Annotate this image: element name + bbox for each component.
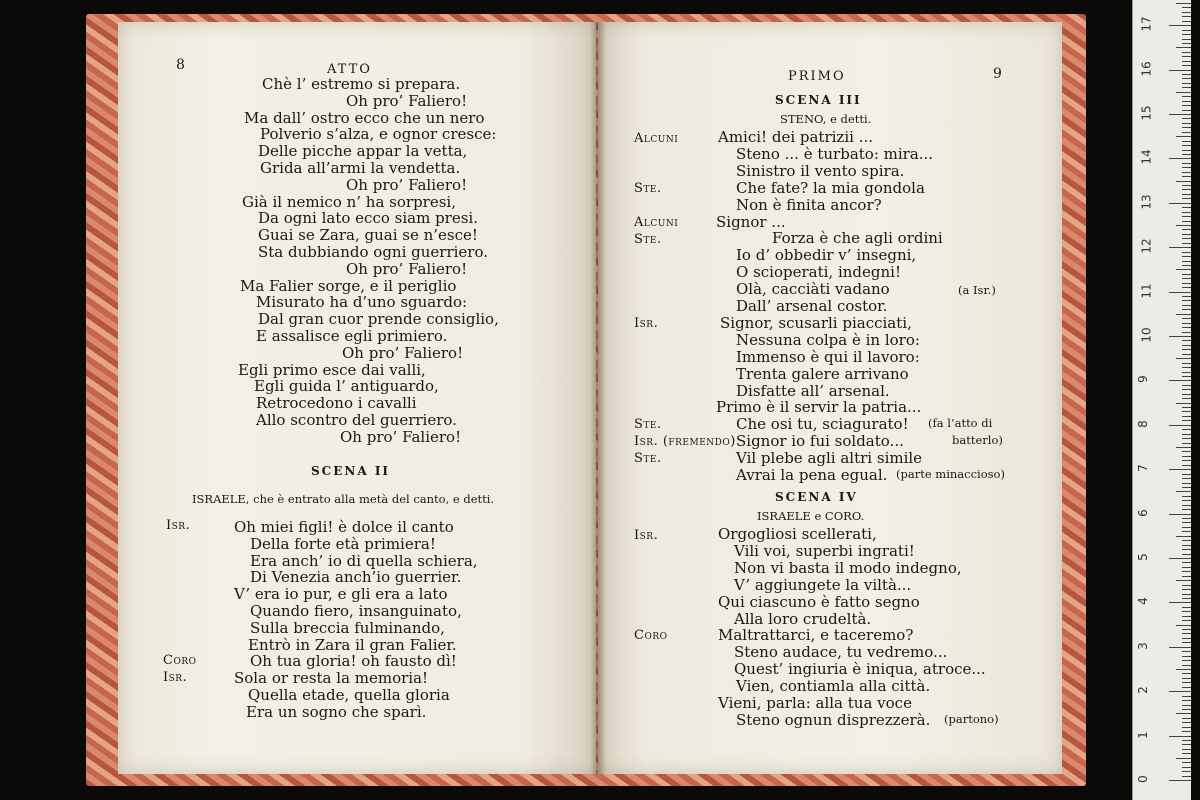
speaker-label: Ste. <box>634 232 662 247</box>
verse-line: Sola or resta la memoria! <box>234 669 429 688</box>
ruler-tick <box>1182 110 1191 111</box>
verse-line: Guai se Zara, guai se n’esce! <box>258 226 478 245</box>
verse-line: Oh pro’ Faliero! <box>340 427 462 446</box>
ruler-tick <box>1182 771 1191 772</box>
ruler-tick <box>1176 491 1191 492</box>
ruler-number: 0 <box>1135 775 1150 783</box>
ruler-tick <box>1169 691 1191 692</box>
verse-line: Non vi basta il modo indegno, <box>734 558 962 577</box>
stage-note: (a Isr.) <box>958 283 996 297</box>
ruler-tick <box>1182 87 1191 88</box>
verse-line: Signor ... <box>716 212 786 231</box>
running-head-left: ATTO <box>327 62 372 77</box>
ruler-tick <box>1182 611 1191 612</box>
ruler-number: 11 <box>1139 282 1154 299</box>
ruler-tick <box>1182 576 1191 577</box>
verse-line: Olà, cacciàti vadano <box>736 280 890 299</box>
ruler-tick <box>1182 665 1191 666</box>
speaker-label: Isr. (fremendo) <box>634 434 736 449</box>
ruler-tick <box>1182 221 1191 222</box>
ruler-tick <box>1182 496 1191 497</box>
verse-line: Da ogni lato ecco siam presi. <box>258 209 478 228</box>
ruler-tick <box>1182 487 1191 488</box>
ruler-tick <box>1182 620 1191 621</box>
ruler-tick <box>1169 25 1191 26</box>
speaker-label: Ste. <box>634 417 662 432</box>
ruler-tick <box>1176 225 1191 226</box>
ruler-tick <box>1182 256 1191 257</box>
ruler-tick <box>1169 469 1191 470</box>
ruler-tick <box>1182 531 1191 532</box>
ruler-tick <box>1182 340 1191 341</box>
ruler-tick <box>1182 252 1191 253</box>
verse-line: Steno audace, tu vedremo... <box>734 643 948 662</box>
ruler-tick <box>1182 21 1191 22</box>
ruler-tick <box>1182 118 1191 119</box>
ruler-tick <box>1182 305 1191 306</box>
measuring-ruler <box>1132 0 1191 800</box>
ruler-tick <box>1182 154 1191 155</box>
ruler-tick <box>1182 229 1191 230</box>
verse-line: Amici! dei patrizii ... <box>718 128 874 146</box>
stage-note: (partono) <box>944 712 999 726</box>
ruler-tick <box>1169 292 1191 293</box>
scene-iii-stage-direction: STENO, e detti. <box>780 112 872 126</box>
ruler-tick <box>1182 709 1191 710</box>
ruler-tick <box>1182 52 1191 53</box>
ruler-tick <box>1169 336 1191 337</box>
verse-line: Vil plebe agli altri simile <box>736 449 923 468</box>
ruler-tick <box>1182 61 1191 62</box>
ruler-tick <box>1182 278 1191 279</box>
scene-iv-stage-direction: ISRAELE e CORO. <box>757 509 865 523</box>
verse-line: Nessuna colpa è in loro: <box>736 330 920 349</box>
ruler-tick <box>1169 602 1191 603</box>
ruler-tick <box>1182 83 1191 84</box>
verse-line: Sulla breccia fulminando, <box>250 618 445 637</box>
ruler-tick <box>1182 616 1191 617</box>
ruler-tick <box>1176 403 1191 404</box>
ruler-tick <box>1182 34 1191 35</box>
ruler-tick <box>1182 287 1191 288</box>
ruler-tick <box>1182 678 1191 679</box>
ruler-tick <box>1182 753 1191 754</box>
ruler-tick <box>1182 12 1191 13</box>
ruler-tick <box>1182 451 1191 452</box>
ruler-tick <box>1182 727 1191 728</box>
verse-line: Oh tua gloria! oh fausto dì! <box>250 652 457 671</box>
ruler-tick <box>1182 234 1191 235</box>
ruler-tick <box>1182 345 1191 346</box>
ruler-tick <box>1182 327 1191 328</box>
ruler-tick <box>1182 145 1191 146</box>
verse-line: Signor io fui soldato... <box>736 432 904 451</box>
ruler-tick <box>1176 536 1191 537</box>
verse-line: Era anch’ io di quella schiera, <box>250 551 478 570</box>
verse-line: Qui ciascuno è fatto segno <box>718 592 920 611</box>
ruler-tick <box>1182 429 1191 430</box>
verse-line: Entrò in Zara il gran Falier. <box>248 635 457 654</box>
ruler-tick <box>1182 705 1191 706</box>
verse-line: Steno ognun disprezzerà. <box>736 710 931 729</box>
ruler-number: 8 <box>1135 419 1150 428</box>
ruler-tick <box>1176 669 1191 670</box>
stage-note: batterlo) <box>952 433 1003 447</box>
ruler-tick <box>1182 776 1191 777</box>
ruler-tick <box>1182 456 1191 457</box>
ruler-tick <box>1182 744 1191 745</box>
ruler-tick <box>1182 163 1191 164</box>
ruler-tick <box>1182 385 1191 386</box>
ruler-tick <box>1182 367 1191 368</box>
ruler-tick <box>1182 407 1191 408</box>
ruler-tick <box>1169 70 1191 71</box>
ruler-number: 16 <box>1139 60 1154 77</box>
ruler-tick <box>1182 167 1191 168</box>
ruler-tick <box>1182 96 1191 97</box>
ruler-number: 10 <box>1139 327 1154 343</box>
ruler-number: 6 <box>1135 508 1150 517</box>
ruler-tick <box>1182 416 1191 417</box>
scene-iii-title: SCENA III <box>775 93 862 107</box>
ruler-tick <box>1176 447 1191 448</box>
verse-line: Della forte età primiera! <box>250 534 436 553</box>
ruler-tick <box>1182 722 1191 723</box>
ruler-tick <box>1176 580 1191 581</box>
running-head-right: PRIMO <box>788 69 846 84</box>
verse-line: Sinistro il vento spira. <box>736 161 905 180</box>
ruler-tick <box>1182 483 1191 484</box>
ruler-tick <box>1182 651 1191 652</box>
speaker-label: Ste. <box>634 451 662 466</box>
ruler-tick <box>1182 207 1191 208</box>
ruler-tick <box>1182 549 1191 550</box>
ruler-tick <box>1169 647 1191 648</box>
stage-note: (parte minaccioso) <box>896 467 1005 481</box>
ruler-tick <box>1182 696 1191 697</box>
ruler-tick <box>1182 700 1191 701</box>
ruler-tick <box>1169 736 1191 737</box>
verse-line: Avrai la pena egual. <box>736 466 888 484</box>
ruler-tick <box>1182 571 1191 572</box>
scene-ii-title: SCENA II <box>311 464 391 478</box>
ruler-number: 15 <box>1139 105 1154 121</box>
ruler-tick <box>1182 762 1191 763</box>
verse-line: Misurato ha d’uno sguardo: <box>256 293 468 312</box>
ruler-number: 5 <box>1135 553 1150 561</box>
ruler-tick <box>1176 181 1191 182</box>
ruler-tick <box>1169 380 1191 381</box>
ruler-tick <box>1182 731 1191 732</box>
ruler-number: 3 <box>1135 641 1150 650</box>
verse-line: Era un sogno che sparì. <box>246 702 427 721</box>
speaker-label: Ste. <box>634 181 662 196</box>
ruler-tick <box>1182 376 1191 377</box>
ruler-tick <box>1182 194 1191 195</box>
verse-line: Maltrattarci, e taceremo? <box>718 626 914 645</box>
ruler-tick <box>1182 212 1191 213</box>
verse-line: Oh miei figli! è dolce il canto <box>234 518 454 536</box>
ruler-tick <box>1182 585 1191 586</box>
speaker-label: Coro <box>163 653 197 668</box>
ruler-tick <box>1182 354 1191 355</box>
ruler-tick <box>1182 682 1191 683</box>
verse-line: V’ aggiungete la viltà... <box>734 575 912 594</box>
verse-line: E assalisce egli primiero. <box>256 327 448 345</box>
verse-line: O scioperati, indegni! <box>736 263 901 282</box>
ruler-tick <box>1182 176 1191 177</box>
ruler-tick <box>1169 425 1191 426</box>
verse-line: Oh pro’ Faliero! <box>342 343 464 362</box>
ruler-tick <box>1182 16 1191 17</box>
verse-line: Primo è il servir la patria... <box>716 398 922 417</box>
verse-line: Di Venezia anch’io guerrier. <box>250 568 462 587</box>
ruler-tick <box>1182 30 1191 31</box>
ruler-tick <box>1182 687 1191 688</box>
ruler-tick <box>1182 349 1191 350</box>
verse-line: Che osi tu, sciagurato! <box>736 415 909 434</box>
verse-line: Dal gran cuor prende consiglio, <box>258 310 499 329</box>
speaker-label: Alcuni <box>634 131 679 146</box>
ruler-tick <box>1176 3 1191 4</box>
verse-line: Ma dall’ ostro ecco che un nero <box>244 108 485 127</box>
verse-line: Vien, contiamla alla città. <box>736 677 931 696</box>
ruler-tick <box>1176 47 1191 48</box>
ruler-tick <box>1169 514 1191 515</box>
verse-line: Disfatte all’ arsenal. <box>736 381 890 400</box>
ruler-tick <box>1182 656 1191 657</box>
ruler-tick <box>1182 394 1191 395</box>
ruler-tick <box>1182 198 1191 199</box>
scene-iv-title: SCENA IV <box>775 490 858 504</box>
ruler-tick <box>1182 372 1191 373</box>
ruler-tick <box>1176 314 1191 315</box>
ruler-tick <box>1182 509 1191 510</box>
ruler-tick <box>1176 625 1191 626</box>
ruler-tick <box>1182 749 1191 750</box>
ruler-tick <box>1182 78 1191 79</box>
verse-line: Che fate? la mia gondola <box>736 178 925 197</box>
ruler-tick <box>1182 389 1191 390</box>
verse-line: Polverio s’alza, e ognor cresce: <box>260 125 497 144</box>
ruler-tick <box>1176 358 1191 359</box>
ruler-tick <box>1182 767 1191 768</box>
verse-line: Retrocedono i cavalli <box>256 394 417 413</box>
ruler-tick <box>1182 518 1191 519</box>
page-number-left: 8 <box>176 57 185 73</box>
ruler-tick <box>1182 274 1191 275</box>
ruler-tick <box>1169 114 1191 115</box>
ruler-tick <box>1182 554 1191 555</box>
ruler-tick <box>1182 150 1191 151</box>
ruler-tick <box>1182 172 1191 173</box>
ruler-number: 17 <box>1139 16 1154 32</box>
ruler-tick <box>1182 660 1191 661</box>
verse-line: Egli primo esce dai valli, <box>238 360 426 379</box>
verse-line: Vieni, parla: alla tua voce <box>718 694 912 712</box>
ruler-tick <box>1182 594 1191 595</box>
ruler-tick <box>1182 607 1191 608</box>
ruler-tick <box>1182 740 1191 741</box>
ruler-tick <box>1182 673 1191 674</box>
ruler-tick <box>1176 269 1191 270</box>
speaker-label: Isr. <box>634 528 659 543</box>
ruler-tick <box>1182 460 1191 461</box>
ruler-tick <box>1169 780 1191 781</box>
ruler-tick <box>1182 522 1191 523</box>
verse-line: Quest’ ingiuria è iniqua, atroce... <box>734 660 986 679</box>
ruler-tick <box>1182 420 1191 421</box>
ruler-tick <box>1182 123 1191 124</box>
verse-line: Oh pro’ Faliero! <box>346 91 468 110</box>
ruler-number: 1 <box>1135 730 1150 739</box>
ruler-tick <box>1176 758 1191 759</box>
ruler-tick <box>1182 474 1191 475</box>
ruler-tick <box>1182 39 1191 40</box>
verse-line: Chè l’ estremo si prepara. <box>262 75 461 93</box>
ruler-tick <box>1182 127 1191 128</box>
verse-line: Forza è che agli ordini <box>772 229 943 248</box>
ruler-tick <box>1169 247 1191 248</box>
ruler-tick <box>1182 438 1191 439</box>
ruler-tick <box>1182 562 1191 563</box>
ruler-tick <box>1182 465 1191 466</box>
speaker-label: Isr. <box>166 518 191 533</box>
ruler-tick <box>1182 243 1191 244</box>
verse-line: Io d’ obbedir v’ insegni, <box>736 246 917 265</box>
ruler-tick <box>1182 65 1191 66</box>
stage-note: (fa l’atto di <box>928 416 993 430</box>
ruler-tick <box>1182 283 1191 284</box>
verse-line: Alla loro crudeltà. <box>734 609 872 628</box>
ruler-number: 9 <box>1135 375 1150 384</box>
verse-line: Allo scontro del guerriero. <box>256 411 457 429</box>
ruler-tick <box>1182 56 1191 57</box>
ruler-tick <box>1176 136 1191 137</box>
book-gutter <box>590 22 606 774</box>
ruler-tick <box>1182 527 1191 528</box>
ruler-tick <box>1176 713 1191 714</box>
ruler-tick <box>1182 718 1191 719</box>
scene-ii-stage-direction: ISRAELE, che è entrato alla metà del canto, e detti. <box>192 492 495 506</box>
ruler-tick <box>1182 309 1191 310</box>
ruler-number: 13 <box>1139 194 1154 210</box>
ruler-tick <box>1169 558 1191 559</box>
ruler-tick <box>1182 434 1191 435</box>
ruler-tick <box>1169 158 1191 159</box>
verse-line: Sta dubbiando ogni guerriero. <box>258 243 489 261</box>
verse-line: Non è finita ancor? <box>736 195 882 214</box>
ruler-tick <box>1182 642 1191 643</box>
ruler-tick <box>1176 92 1191 93</box>
ruler-tick <box>1182 540 1191 541</box>
ruler-tick <box>1182 363 1191 364</box>
verse-line: Signor, scusarli piacciati, <box>720 313 912 332</box>
ruler-tick <box>1182 589 1191 590</box>
ruler-tick <box>1182 265 1191 266</box>
ruler-tick <box>1182 43 1191 44</box>
ruler-tick <box>1182 132 1191 133</box>
verse-line: Quando fiero, insanguinato, <box>250 602 462 620</box>
ruler-tick <box>1182 411 1191 412</box>
ruler-number: 4 <box>1135 597 1150 606</box>
speaker-label: Isr. <box>634 316 659 331</box>
ruler-tick <box>1182 633 1191 634</box>
verse-line: Egli guida l’ antiguardo, <box>254 377 439 396</box>
ruler-number: 7 <box>1135 464 1150 473</box>
ruler-tick <box>1182 638 1191 639</box>
ruler-number: 2 <box>1135 686 1150 695</box>
speaker-label: Isr. <box>163 670 188 685</box>
ruler-tick <box>1182 300 1191 301</box>
ruler-tick <box>1182 261 1191 262</box>
verse-line: Ma Falier sorge, e il periglio <box>240 276 457 295</box>
ruler-tick <box>1182 189 1191 190</box>
ruler-tick <box>1182 238 1191 239</box>
ruler-tick <box>1182 7 1191 8</box>
speaker-label: Coro <box>634 628 668 643</box>
ruler-tick <box>1182 296 1191 297</box>
verse-line: Orgogliosi scellerati, <box>718 525 877 543</box>
verse-line: Trenta galere arrivano <box>736 364 909 383</box>
ruler-tick <box>1182 598 1191 599</box>
ruler-tick <box>1182 545 1191 546</box>
ruler-tick <box>1182 398 1191 399</box>
ruler-tick <box>1182 505 1191 506</box>
ruler-tick <box>1182 443 1191 444</box>
ruler-tick <box>1182 332 1191 333</box>
ruler-tick <box>1182 216 1191 217</box>
ruler-tick <box>1169 203 1191 204</box>
ruler-tick <box>1182 500 1191 501</box>
verse-line: Vili voi, superbi ingrati! <box>734 541 915 560</box>
verse-line: Immenso è qui il lavoro: <box>736 347 920 366</box>
ruler-tick <box>1182 141 1191 142</box>
page-number-right: 9 <box>993 66 1002 82</box>
ruler-tick <box>1182 567 1191 568</box>
ruler-tick <box>1182 101 1191 102</box>
verse-line: Dall’ arsenal costor. <box>736 297 888 315</box>
ruler-number: 14 <box>1139 149 1154 166</box>
verse-line: Oh pro’ Faliero! <box>346 175 468 194</box>
verse-line: Già il nemico n’ ha sorpresi, <box>242 192 456 211</box>
verse-line: V’ era io pur, e gli era a lato <box>234 585 448 604</box>
ruler-number: 12 <box>1139 238 1154 254</box>
verse-line: Oh pro’ Faliero! <box>346 259 468 278</box>
verse-line: Grida all’armi la vendetta. <box>260 159 461 177</box>
ruler-tick <box>1182 629 1191 630</box>
ruler-tick <box>1182 185 1191 186</box>
ruler-tick <box>1182 478 1191 479</box>
verse-line: Delle picche appar la vetta, <box>258 142 468 161</box>
verse-line: Quella etade, quella gloria <box>248 686 450 704</box>
verse-line: Steno ... è turbato: mira... <box>736 144 934 163</box>
ruler-tick <box>1182 105 1191 106</box>
ruler-tick <box>1182 323 1191 324</box>
ruler-tick <box>1182 74 1191 75</box>
ruler-tick <box>1182 318 1191 319</box>
speaker-label: Alcuni <box>634 215 679 230</box>
